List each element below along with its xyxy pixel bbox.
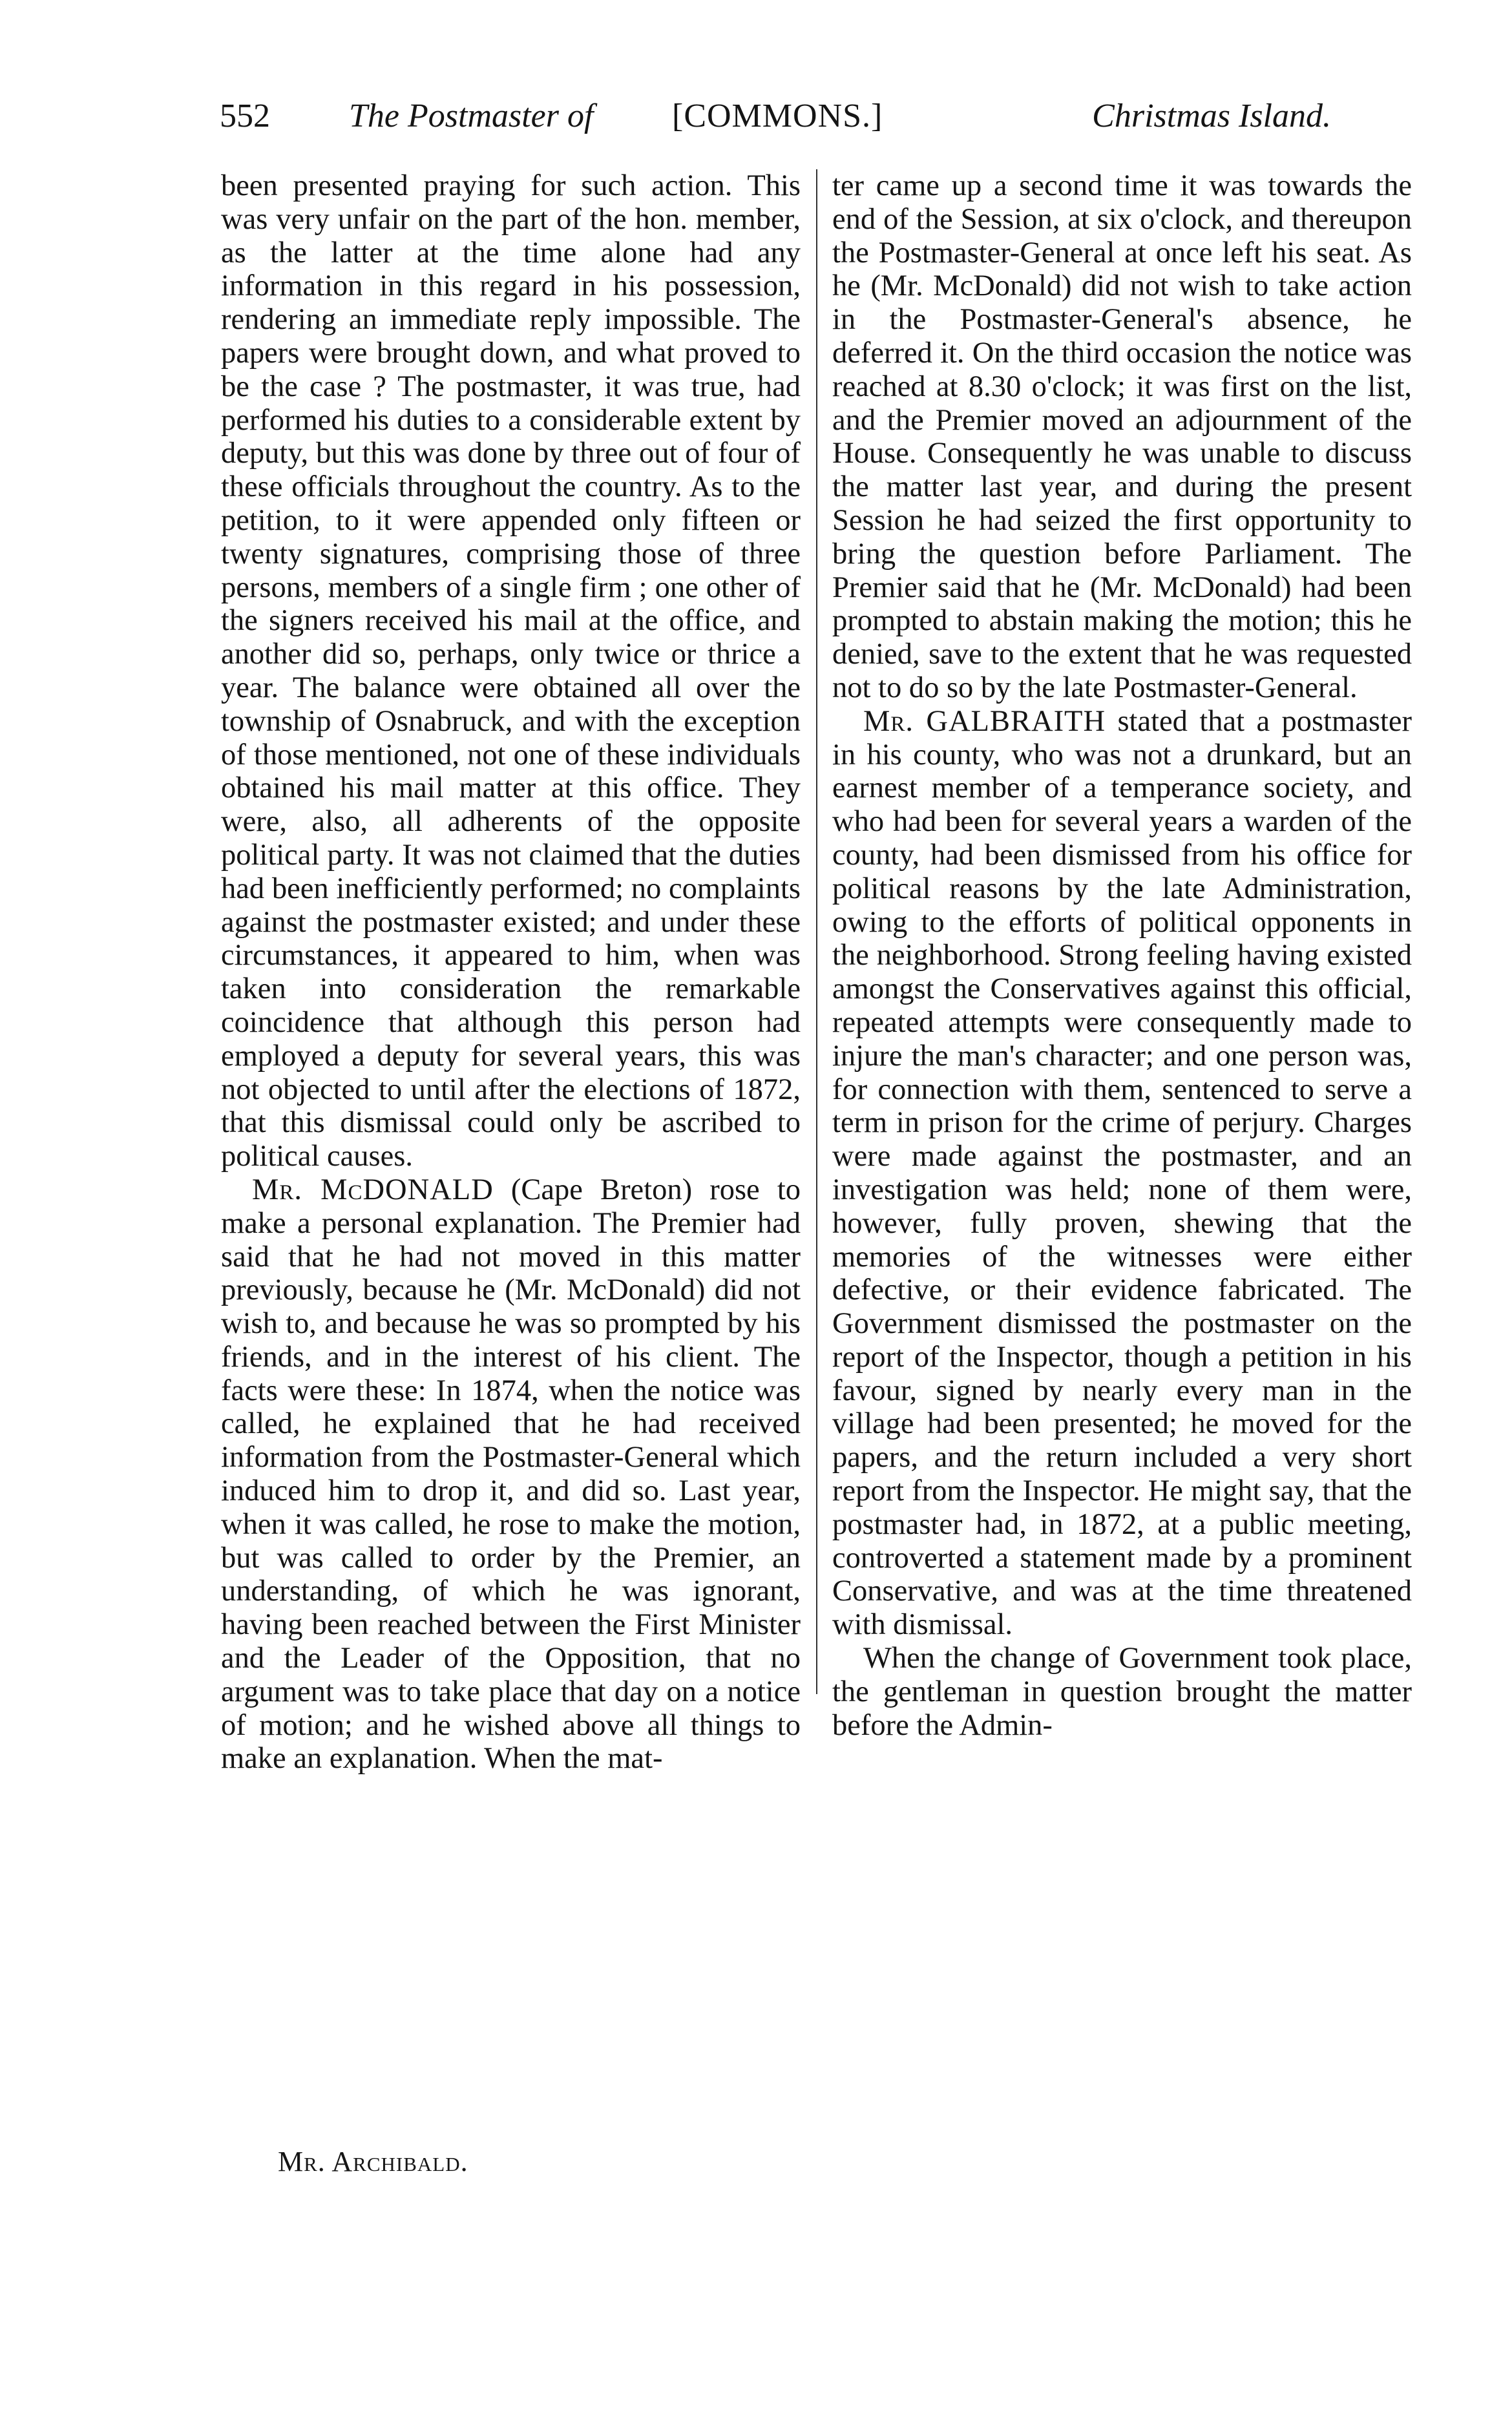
right-paragraph-2 <box>832 705 1412 1642</box>
running-header <box>220 97 1331 149</box>
header-right-title: Christmas Island. <box>1092 98 1331 134</box>
column-divider <box>816 169 817 1694</box>
speech-text: stated that a postmaster in his county, who was not a drunkard, but an earnest member of a temperance society, and who had been for several years a warden of the county, had been dismissed from his office for political reasons by the late Administration, owing to the efforts of political opponents in the neighborhood. Strong feeling having existed amongst the Conservatives against this official, repeated attempts were consequently made to injure the man's character; and one person was, for connection with them, sentenced to serve a term in prison for the crime of perjury. Charges were made against the postmaster, and an investigation was held; none of them were, however, fully proven, shewing that the memories of the witnesses were either defective, or their evidence fabricated. The Government dismissed the postmaster on the report of the Inspector, though a petition in his favour, signed by nearly every man in the village had been presented; he moved for the papers, and the return included a very short report from the Inspector. He might say, that the postmaster had, in 1872, at a public meeting, controverted a statement made by a prominent Conservative, and was at the time threatened with dismissal. <box>832 704 1412 1642</box>
left-paragraph-1: been presented praying for such action. This was very unfair on the part of the hon. member, as the latter at the time alone had any information in this regard in his possession, rendering an immediate reply impossible. The papers were brought down, and what proved to be the case ? The postmaster, it was true, had performed his duties to a considerable extent by deputy, but this was done by three out of four of these officials throughout the country. As to the petition, to it were appended only fifteen or twenty signatures, comprising those of three persons, members of a single firm ; one other of the signers received his mail at the office, and another did so, perhaps, only twice or thrice a year. The balance were obtained all over the township of Osnabruck, and with the exception of those mentioned, not one of these individuals obtained his mail matter at this office. They were, also, all adherents of the opposite political party. It was not claimed that the duties had been inefficiently performed; no complaints against the postmaster existed; and under these circumstances, it appeared to him, when was taken into consideration the remarkable coincidence that although this person had employed a deputy for several years, this was not objected to until after the elections of 1872, that this dismissal could only be ascribed to political causes. <box>221 169 801 1173</box>
right-column <box>832 169 1412 1742</box>
speaker-name: Mr. McDONALD <box>252 1173 494 1206</box>
speech-text: (Cape Breton) rose to make a personal explanation. The Premier had said that he had not moved in this matter previously, because he (Mr. McDonald) did not wish to, and because he was so prompted by his friends, and in the interest of his client. The facts were these: In 1874, when the notice was called, he explained that he had received information from the Postmaster-General which induced him to drop it, and did so. Last year, when it was called, he rose to make the motion, but was called to order by the Premier, an understanding, of which he was ignorant, having been reached between the First Minister and the Leader of the Opposition, that no argument was to take place that day on a notice of motion; and he wished above all things to make an explanation. When the mat- <box>221 1173 801 1776</box>
page-number: 552 <box>220 98 270 134</box>
catchword: Mr. Archibald. <box>278 2146 468 2177</box>
right-paragraph-3: When the change of Government took place, the gentleman in question brought the matter before the Admin- <box>832 1642 1412 1742</box>
speaker-name: Mr. GALBRAITH <box>863 704 1106 738</box>
header-left-title: The Postmaster of <box>349 98 594 134</box>
header-center-title: [COMMONS.] <box>672 98 883 134</box>
left-paragraph-2 <box>221 1173 801 1776</box>
left-column <box>221 169 801 1776</box>
right-paragraph-1: ter came up a second time it was towards the end of the Session, at six o'clock, and thereupon the Postmaster-General at once left his seat. As he (Mr. McDonald) did not wish to take action in the Postmaster-General's absence, he deferred it. On the third occasion the notice was reached at 8.30 o'clock; it was first on the list, and the Premier moved an adjournment of the House. Consequently he was unable to discuss the matter last year, and during the present Session he had seized the first opportunity to bring the question before Parliament. The Premier said that he (Mr. McDonald) had been prompted to abstain making the motion; this he denied, save to the extent that he was requested not to do so by the late Postmaster-General. <box>832 169 1412 704</box>
